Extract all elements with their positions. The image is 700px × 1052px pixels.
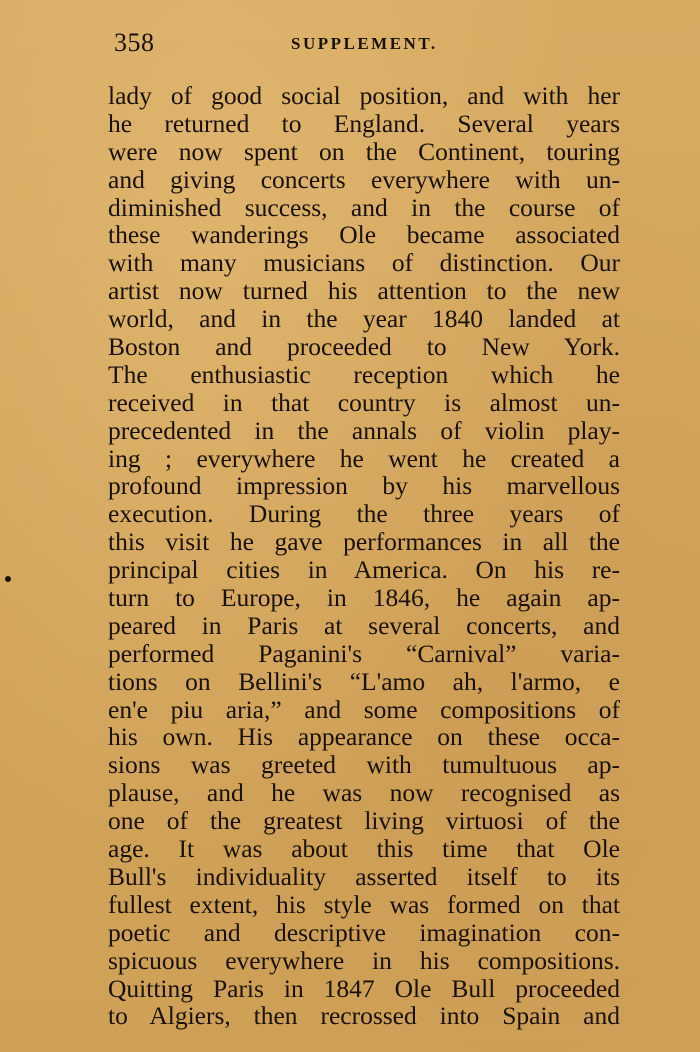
running-head: SUPPLEMENT. xyxy=(291,34,438,53)
text-line: en'e piu aria,” and some compositions of xyxy=(108,694,620,724)
text-line: Bull's individuality asserted itself to its xyxy=(108,861,620,891)
text-line: lady of good social position, and with her xyxy=(108,81,620,110)
page-header xyxy=(108,28,620,64)
text-line: The enthusiastic reception which he xyxy=(108,359,620,389)
text-line: poetic and descriptive imagination con- xyxy=(108,917,620,947)
text-line: Quitting Paris in 1847 Ole Bull proceeded xyxy=(108,973,620,1003)
text-line: his own. His appearance on these occa- xyxy=(108,722,620,752)
text-line: fullest extent, his style was formed on that xyxy=(108,889,620,919)
text-line: were now spent on the Continent, touring xyxy=(108,136,620,166)
text-line: turn to Europe, in 1846, he again ap- xyxy=(108,583,620,613)
text-line: Boston and proceeded to New York. xyxy=(108,332,620,362)
text-line: peared in Paris at several concerts, and xyxy=(108,610,620,640)
text-line: ing ; everywhere he went he created a xyxy=(108,443,620,473)
text-line: tions on Bellini's “L'amo ah, l'armo, e xyxy=(108,666,620,696)
text-line: principal cities in America. On his re- xyxy=(108,555,620,585)
text-line: these wanderings Ole became associated xyxy=(108,220,620,250)
text-line: age. It was about this time that Ole xyxy=(108,834,620,864)
text-line: and giving concerts everywhere with un- xyxy=(108,164,620,194)
text-line: artist now turned his attention to the new xyxy=(108,276,620,306)
page-number: 358 xyxy=(114,28,155,57)
text-line: performed Paganini's “Carnival” varia- xyxy=(108,638,620,668)
text-line: diminished success, and in the course of xyxy=(108,192,620,222)
text-line: sions was greeted with tumultuous ap- xyxy=(108,750,620,780)
text-line: spicuous everywhere in his compositions. xyxy=(108,945,620,975)
text-line: execution. During the three years of xyxy=(108,499,620,529)
text-line: precedented in the annals of violin play- xyxy=(108,415,620,445)
text-line: world, and in the year 1840 landed at xyxy=(108,304,620,334)
text-line: one of the greatest living virtuosi of the xyxy=(108,806,620,836)
text-line: to Algiers, then recrossed into Spain and xyxy=(108,1001,620,1031)
text-line: profound impression by his marvellous xyxy=(108,471,620,501)
text-line: received in that country is almost un- xyxy=(108,387,620,417)
text-line: this visit he gave performances in all the xyxy=(108,527,620,557)
text-line: plause, and he was now recognised as xyxy=(108,778,620,808)
body-text xyxy=(108,82,620,1030)
stray-ink-mark xyxy=(5,576,11,582)
text-line: he returned to England. Several years xyxy=(108,108,620,138)
text-line: with many musicians of distinction. Our xyxy=(108,248,620,278)
